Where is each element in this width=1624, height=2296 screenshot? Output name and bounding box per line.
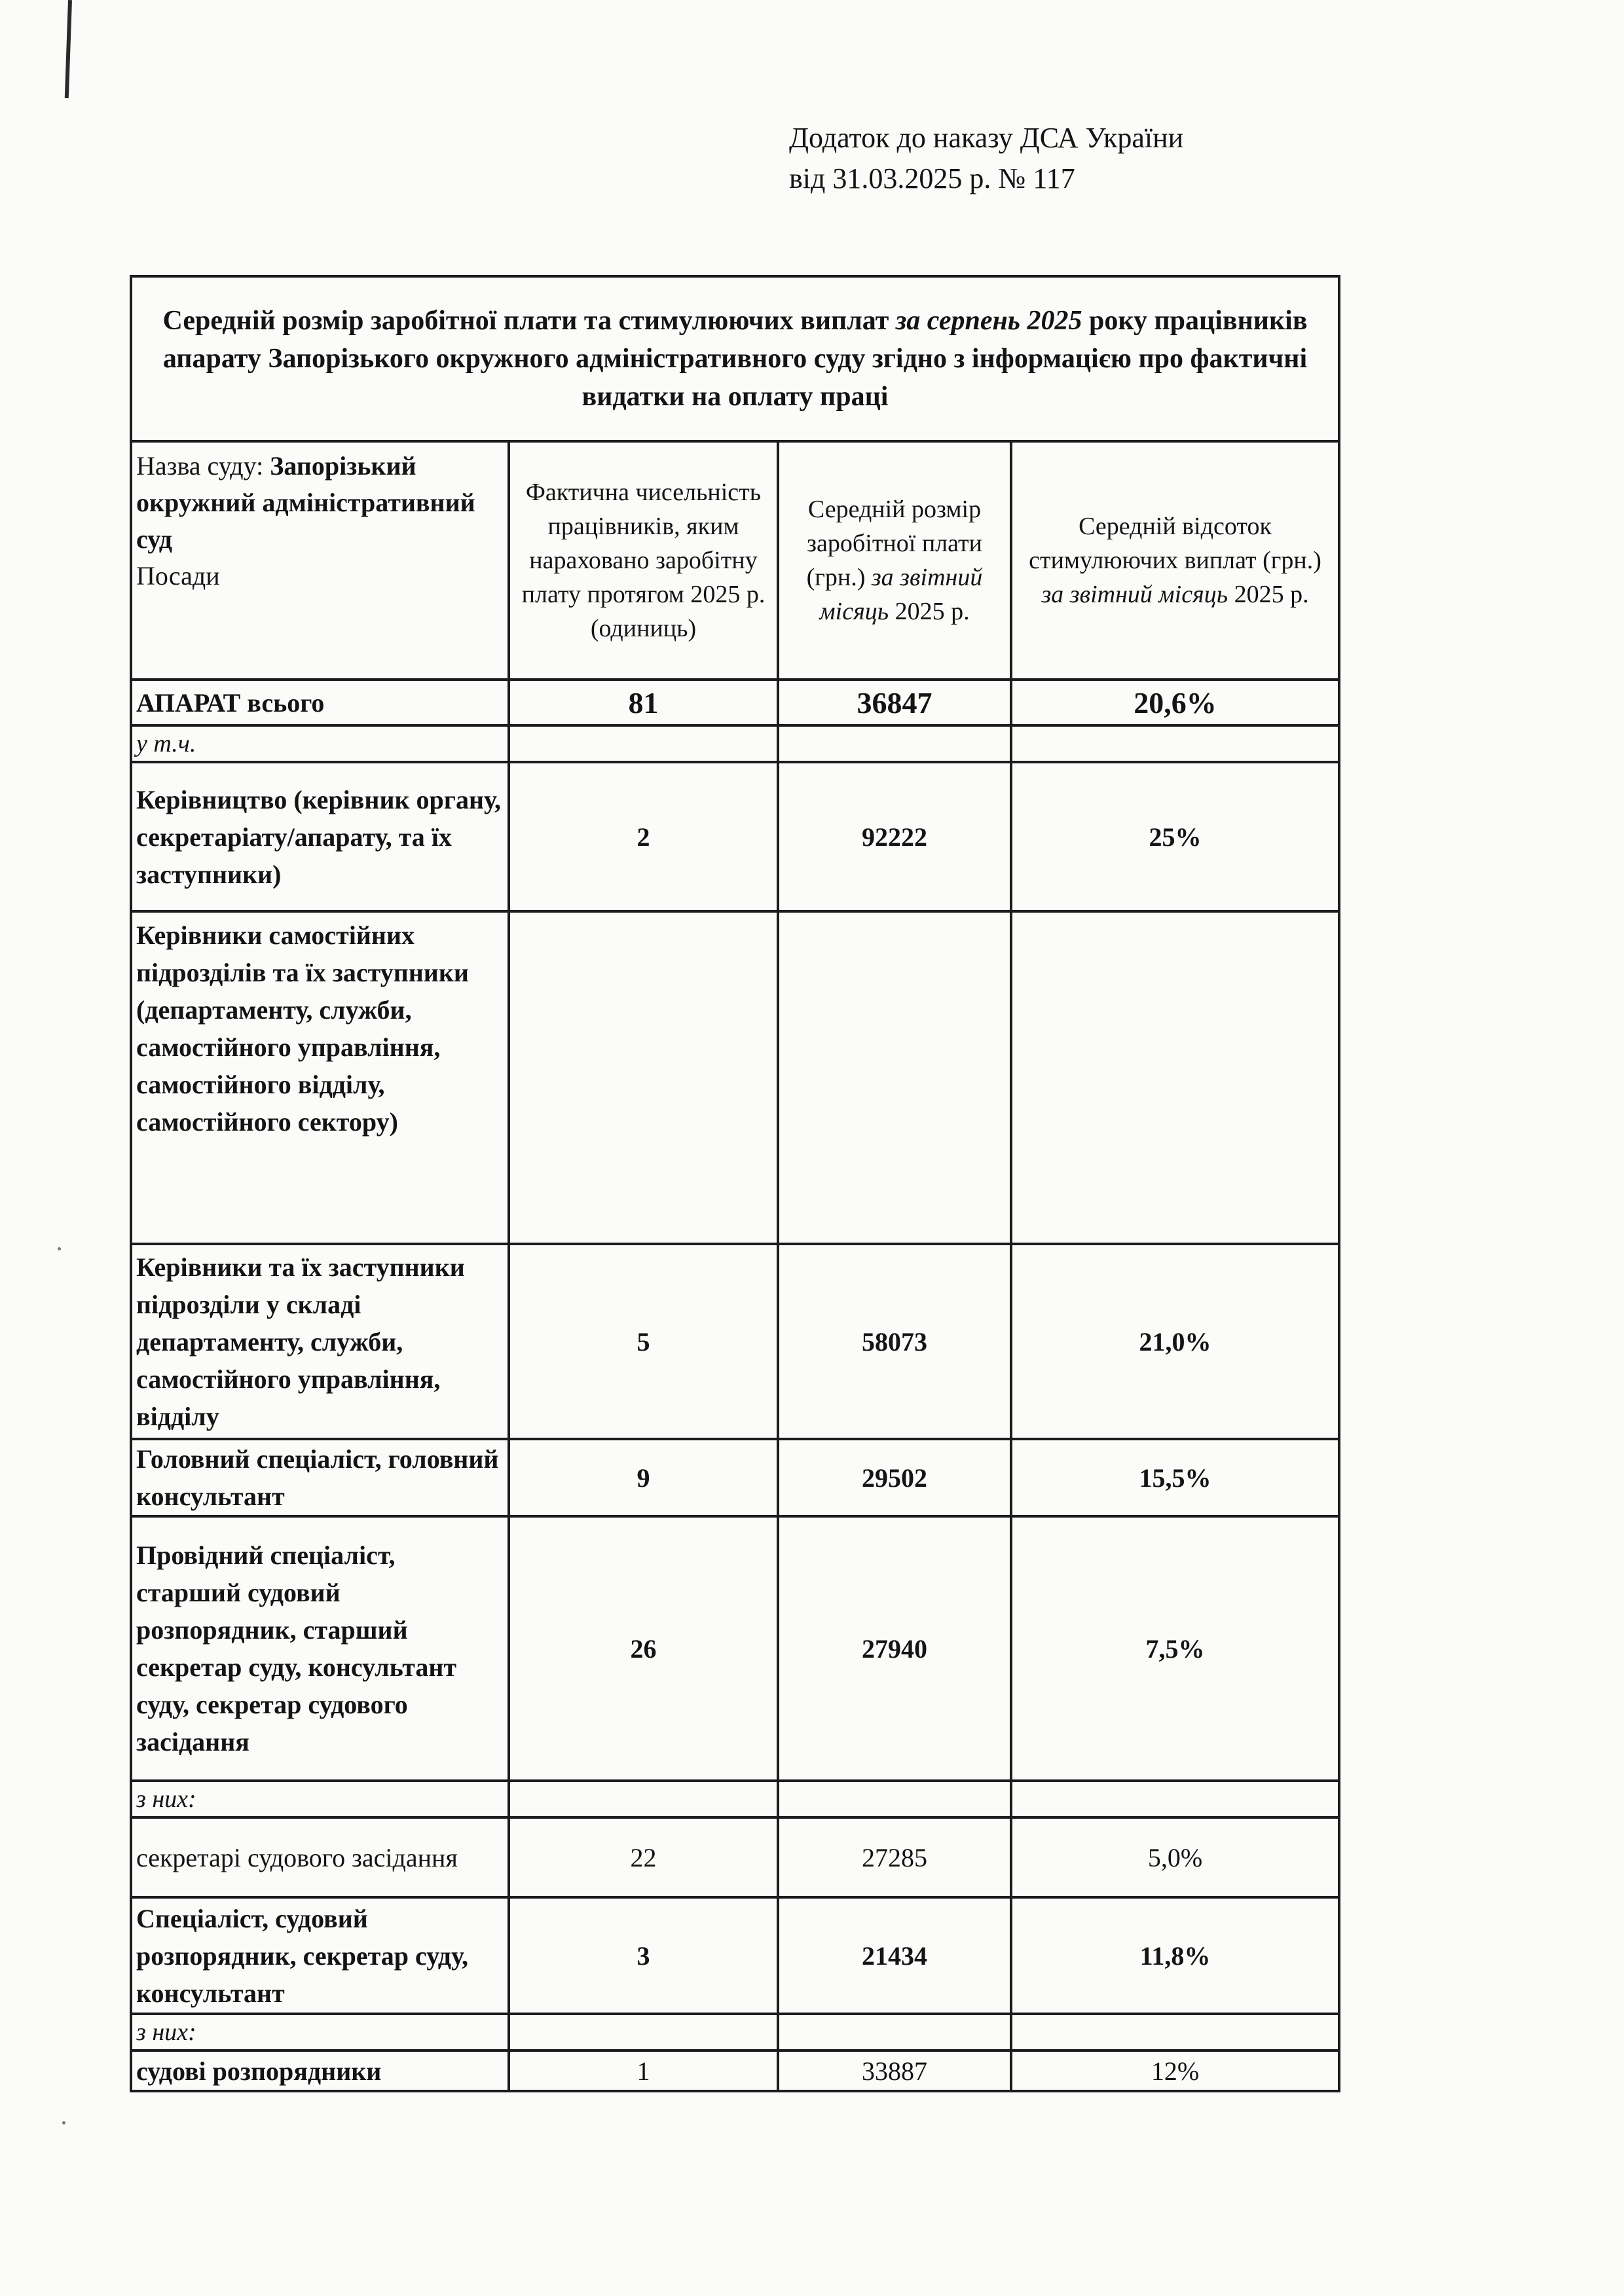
cell-bonus: [1011, 2014, 1339, 2050]
cell-salary: [778, 725, 1011, 762]
table-row: [131, 2050, 1339, 2091]
cell-bonus: 21,0%: [1011, 1244, 1339, 1439]
table-title: Середній розмір заробітної плати та стимулюючих виплат за серпень 2025 року працівників апарату Запорізького окружного адміністративного суду згідно з інформацією про фактичні видатки на оплату праці: [131, 276, 1339, 441]
cell-salary: 36847: [778, 680, 1011, 725]
order-appendix-note: [789, 118, 1183, 199]
cell-count: 2: [509, 762, 778, 911]
cell-count: 81: [509, 680, 778, 725]
row-label: Керівництво (керівник органу, секретаріату/апарату, та їх заступники): [131, 762, 509, 911]
row-label: секретарі судового засідання: [131, 1817, 509, 1897]
salary-table: [130, 275, 1340, 2092]
appendix-line-2: від 31.03.2025 р. № 117: [789, 162, 1075, 194]
cell-salary: 58073: [778, 1244, 1011, 1439]
row-label: АПАРАТ всього: [131, 680, 509, 725]
cell-bonus: 20,6%: [1011, 680, 1339, 725]
cell-bonus: 15,5%: [1011, 1439, 1339, 1516]
cell-count: 5: [509, 1244, 778, 1439]
cell-bonus: 25%: [1011, 762, 1339, 911]
scan-speck: [62, 2121, 65, 2124]
row-label: судові розпорядники: [131, 2050, 509, 2091]
table-row-subheading: [131, 725, 1339, 762]
cell-salary: 33887: [778, 2050, 1011, 2091]
cell-count: 9: [509, 1439, 778, 1516]
cell-salary: 92222: [778, 762, 1011, 911]
table-row: [131, 1516, 1339, 1781]
table-row: [131, 911, 1339, 1244]
cell-count: [509, 1781, 778, 1817]
row-label: з них:: [131, 1781, 509, 1817]
cell-count: 3: [509, 1897, 778, 2014]
cell-count: 26: [509, 1516, 778, 1781]
row-label: Головний спеціаліст, головний консультант: [131, 1439, 509, 1516]
table-row: [131, 1244, 1339, 1439]
table-row: [131, 1897, 1339, 2014]
cell-count: [509, 2014, 778, 2050]
cell-salary: [778, 2014, 1011, 2050]
column-header-row: [131, 441, 1339, 680]
cell-salary: [778, 1781, 1011, 1817]
header-average-salary: Середній розмір заробітної плати (грн.) за звітний місяць 2025 р.: [778, 441, 1011, 680]
row-label: Спеціаліст, судовий розпорядник, секретар суду, консультант: [131, 1897, 509, 2014]
scan-pen-mark: [65, 0, 72, 98]
cell-bonus: 7,5%: [1011, 1516, 1339, 1781]
cell-salary: 21434: [778, 1897, 1011, 2014]
header-employee-count: Фактична чисельність працівників, яким нараховано заробітну плату протягом 2025 р.(одиниць): [509, 441, 778, 680]
cell-salary: [778, 911, 1011, 1244]
appendix-line-1: Додаток до наказу ДСА України: [789, 122, 1184, 154]
cell-salary: 27285: [778, 1817, 1011, 1897]
cell-salary: 29502: [778, 1439, 1011, 1516]
header-bonus-percent: Середній відсоток стимулюючих виплат (грн.) за звітний місяць 2025 р.: [1011, 441, 1339, 680]
cell-bonus: [1011, 911, 1339, 1244]
table-row: [131, 762, 1339, 911]
row-label: Керівники самостійних підрозділів та їх заступники (департаменту, служби, самостійного управління, самостійного відділу, самостійного сектору): [131, 911, 509, 1244]
cell-bonus: 5,0%: [1011, 1817, 1339, 1897]
cell-count: [509, 911, 778, 1244]
table-row-subheading: [131, 2014, 1339, 2050]
cell-bonus: 11,8%: [1011, 1897, 1339, 2014]
table-row: [131, 1439, 1339, 1516]
cell-count: 1: [509, 2050, 778, 2091]
header-court-name: Назва суду: Запорізький окружний адміністративний суд Посади: [131, 441, 509, 680]
row-label: у т.ч.: [131, 725, 509, 762]
court-name: Запорізький окружний адміністративний суд: [136, 451, 475, 554]
scan-speck: [58, 1247, 61, 1250]
table-row-total: [131, 680, 1339, 725]
table-row: [131, 1817, 1339, 1897]
header-positions: Посади: [136, 561, 220, 591]
cell-bonus: [1011, 1781, 1339, 1817]
cell-count: 22: [509, 1817, 778, 1897]
row-label: Провідний спеціаліст, старший судовий розпорядник, старший секретар суду, консультант суду, секретар судового засідання: [131, 1516, 509, 1781]
row-label: Керівники та їх заступники підрозділи у складі департаменту, служби, самостійного управління, відділу: [131, 1244, 509, 1439]
cell-bonus: [1011, 725, 1339, 762]
cell-bonus: 12%: [1011, 2050, 1339, 2091]
table-row-subheading: [131, 1781, 1339, 1817]
cell-salary: 27940: [778, 1516, 1011, 1781]
reporting-period: за серпень 2025: [895, 306, 1082, 336]
row-label: з них:: [131, 2014, 509, 2050]
cell-count: [509, 725, 778, 762]
